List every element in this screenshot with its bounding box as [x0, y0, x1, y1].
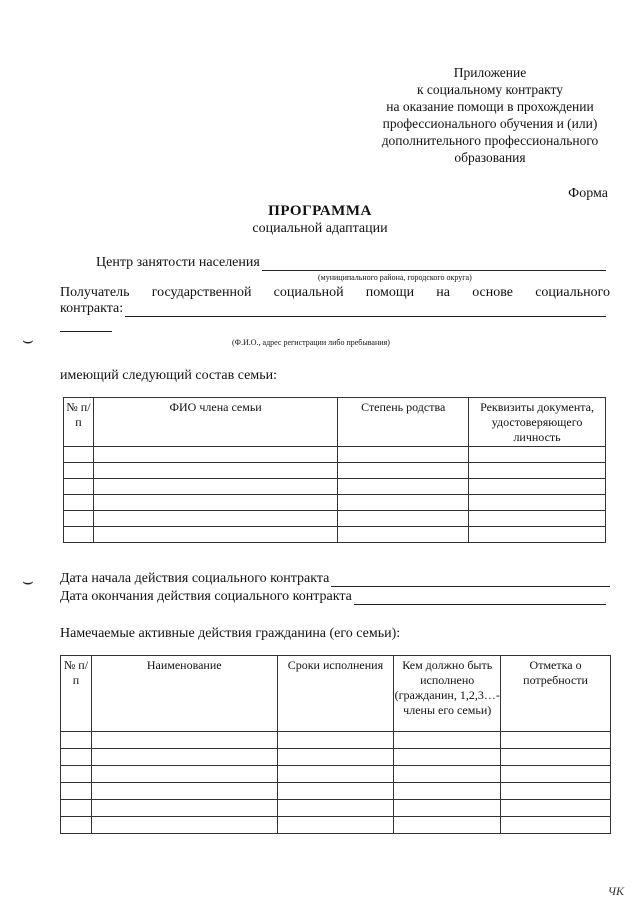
table-cell[interactable]: [338, 447, 469, 463]
contract-row: [60, 301, 606, 317]
table-cell[interactable]: [501, 817, 611, 834]
table-header-row: [64, 398, 606, 447]
table-cell[interactable]: [91, 783, 277, 800]
actions-table-body: [61, 732, 611, 834]
contract-label: контракта:: [60, 301, 124, 316]
table-cell[interactable]: [394, 817, 501, 834]
recipient-word: основе: [472, 285, 513, 300]
col-header-relation: Степень родства: [338, 398, 469, 447]
col-header-document: Реквизиты документа, удостоверяющего личность: [469, 398, 606, 447]
table-row: [61, 817, 611, 834]
table-row: [61, 766, 611, 783]
table-cell[interactable]: [91, 817, 277, 834]
table-cell[interactable]: [501, 800, 611, 817]
employment-center-hint: (муниципального района, городского округа): [318, 273, 472, 282]
family-table-body: [64, 447, 606, 543]
contract-start-row: [60, 571, 610, 587]
table-cell[interactable]: [469, 511, 606, 527]
annex-header: [340, 64, 640, 166]
table-cell[interactable]: [469, 479, 606, 495]
employment-center-label: Центр занятости населения: [96, 255, 260, 270]
employment-center-field[interactable]: [262, 256, 606, 271]
annex-line: дополнительного профессионального: [381, 133, 599, 148]
table-cell[interactable]: [277, 783, 394, 800]
table-cell[interactable]: [501, 732, 611, 749]
recipient-word: государственной: [151, 285, 252, 300]
margin-mark: ⌣: [22, 330, 34, 350]
form-label: Форма: [568, 186, 608, 201]
table-cell[interactable]: [394, 732, 501, 749]
table-cell[interactable]: [91, 766, 277, 783]
table-cell[interactable]: [93, 463, 337, 479]
contract-end-field[interactable]: [354, 590, 606, 605]
table-row: [61, 749, 611, 766]
table-row: [61, 783, 611, 800]
table-cell[interactable]: [64, 447, 94, 463]
table-cell[interactable]: [64, 495, 94, 511]
table-cell[interactable]: [469, 463, 606, 479]
table-cell[interactable]: [61, 817, 92, 834]
table-cell[interactable]: [64, 463, 94, 479]
col-header-deadline: Сроки исполнения: [277, 656, 394, 732]
recipient-word: на: [436, 285, 451, 300]
actions-label: Намечаемые активные действия гражданина (его семьи):: [60, 626, 401, 641]
table-row: [64, 479, 606, 495]
annex-line: образования: [454, 150, 526, 165]
table-cell[interactable]: [394, 766, 501, 783]
table-row: [64, 495, 606, 511]
table-cell[interactable]: [93, 527, 337, 543]
table-cell[interactable]: [93, 479, 337, 495]
col-header-number: № п/п: [61, 656, 92, 732]
table-cell[interactable]: [469, 527, 606, 543]
margin-mark: ⌣: [22, 571, 34, 591]
annex-line: на оказание помощи в прохождении: [386, 99, 594, 114]
table-cell[interactable]: [93, 511, 337, 527]
annex-line: к социальному контракту: [416, 82, 564, 97]
table-row: [64, 447, 606, 463]
table-row: [61, 732, 611, 749]
recipient-word: социальной: [273, 285, 344, 300]
table-row: [64, 463, 606, 479]
table-row: [64, 511, 606, 527]
family-table: [63, 397, 606, 543]
table-cell[interactable]: [61, 766, 92, 783]
table-cell[interactable]: [277, 732, 394, 749]
table-header-row: [61, 656, 611, 732]
table-cell[interactable]: [277, 766, 394, 783]
table-row: [61, 800, 611, 817]
recipient-field-continuation[interactable]: [60, 331, 112, 332]
table-cell[interactable]: [277, 749, 394, 766]
table-cell[interactable]: [501, 766, 611, 783]
contract-end-label: Дата окончания действия социального контракта: [60, 589, 352, 604]
document-subtitle: социальной адаптации: [252, 221, 388, 236]
table-cell[interactable]: [64, 511, 94, 527]
table-row: [64, 527, 606, 543]
recipient-hint: (Ф.И.О., адрес регистрации либо пребывания): [232, 338, 390, 347]
recipient-word: социального: [535, 285, 610, 300]
col-header-fio: ФИО члена семьи: [93, 398, 337, 447]
annex-line: профессионального обучения и (или): [382, 116, 598, 131]
table-cell[interactable]: [469, 495, 606, 511]
col-header-executor: Кем должно быть исполнено (гражданин, 1,2,3…- члены его семьи): [394, 656, 501, 732]
employment-center-row: [96, 255, 606, 271]
table-cell[interactable]: [64, 527, 94, 543]
actions-table: [60, 655, 611, 834]
page-number: ЧК: [607, 884, 624, 898]
recipient-field[interactable]: [125, 302, 606, 317]
table-cell[interactable]: [394, 800, 501, 817]
table-cell[interactable]: [338, 511, 469, 527]
contract-start-label: Дата начала действия социального контракта: [60, 571, 330, 586]
table-cell[interactable]: [394, 783, 501, 800]
table-cell[interactable]: [61, 800, 92, 817]
contract-end-row: [60, 589, 606, 605]
table-cell[interactable]: [501, 783, 611, 800]
col-header-number: № п/п: [64, 398, 94, 447]
table-cell[interactable]: [338, 527, 469, 543]
table-cell[interactable]: [469, 447, 606, 463]
recipient-word: Получатель: [60, 285, 130, 300]
recipient-word: помощи: [365, 285, 415, 300]
table-cell[interactable]: [64, 479, 94, 495]
table-cell[interactable]: [277, 817, 394, 834]
table-cell[interactable]: [91, 800, 277, 817]
table-cell[interactable]: [338, 479, 469, 495]
table-cell[interactable]: [61, 749, 92, 766]
table-cell[interactable]: [61, 783, 92, 800]
table-cell[interactable]: [277, 800, 394, 817]
document-title: ПРОГРАММА: [268, 203, 372, 219]
annex-line: Приложение: [453, 65, 527, 80]
table-cell[interactable]: [501, 749, 611, 766]
col-header-need-mark: Отметка о потребности: [501, 656, 611, 732]
recipient-row: [60, 285, 610, 301]
family-label: имеющий следующий состав семьи:: [60, 368, 277, 383]
table-cell[interactable]: [338, 495, 469, 511]
table-cell[interactable]: [93, 447, 337, 463]
table-cell[interactable]: [394, 749, 501, 766]
table-cell[interactable]: [93, 495, 337, 511]
col-header-name: Наименование: [91, 656, 277, 732]
table-cell[interactable]: [91, 749, 277, 766]
table-cell[interactable]: [61, 732, 92, 749]
table-cell[interactable]: [338, 463, 469, 479]
table-cell[interactable]: [91, 732, 277, 749]
contract-start-field[interactable]: [331, 572, 610, 587]
